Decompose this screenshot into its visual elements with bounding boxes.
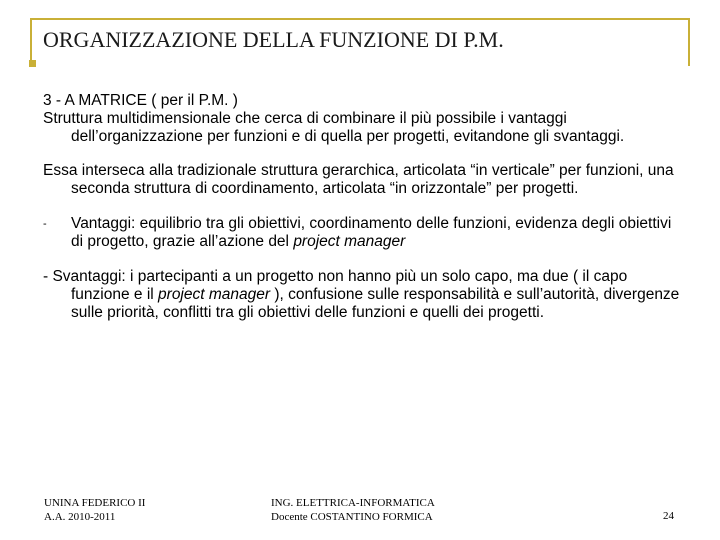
title-frame-corner-marker <box>29 60 36 67</box>
footer-university-name: UNINA FEDERICO II <box>44 497 146 509</box>
footer-academic-year: A.A. 2010-2011 <box>44 511 116 523</box>
footer-course-name: ING. ELETTRICA-INFORMATICA <box>271 497 435 509</box>
svantaggi-text-start: - Svantaggi: i partecipanti a un progetto non hanno più un solo capo, ma due ( il capo funzione e il <box>43 268 628 303</box>
footer-course <box>271 496 435 524</box>
vantaggi-text: Vantaggi: equilibrio tra gli obiettivi, coordinamento delle funzioni, evidenza degli obiettivi di progetto, grazie all’azione del <box>71 215 672 250</box>
footer-university <box>44 496 145 524</box>
page-number: 24 <box>663 510 674 522</box>
svantaggi-emphasis: project manager <box>158 286 271 303</box>
definition-paragraph: Struttura multidimensionale che cerca di combinare il più possibile i vantaggi dell’organizzazione per funzioni e di quella per progetti, evitandone gli svantaggi. <box>43 110 625 145</box>
description-paragraph: Essa interseca alla tradizionale struttura gerarchica, articolata “in verticale” per funzioni, una seconda struttura di coordinamento, articolata “in orizzontale” per progetti. <box>43 162 674 197</box>
slide-body <box>43 92 683 322</box>
slide-title: ORGANIZZAZIONE DELLA FUNZIONE DI P.M. <box>43 27 504 52</box>
vantaggi-emphasis: project manager <box>293 233 406 250</box>
vantaggi-item <box>43 215 683 251</box>
section-heading: 3 - A MATRICE ( per il P.M. ) <box>43 92 238 109</box>
svantaggi-text-end: ), confusione sulle responsabilità e sull’autorità, divergenze sulle priorità, conflitti tra gli obiettivi delle funzioni e quelli dei progetti. <box>71 286 680 321</box>
footer-teacher: Docente COSTANTINO FORMICA <box>271 511 433 523</box>
svantaggi-item <box>43 268 683 322</box>
bullet-dash: - <box>43 218 47 230</box>
